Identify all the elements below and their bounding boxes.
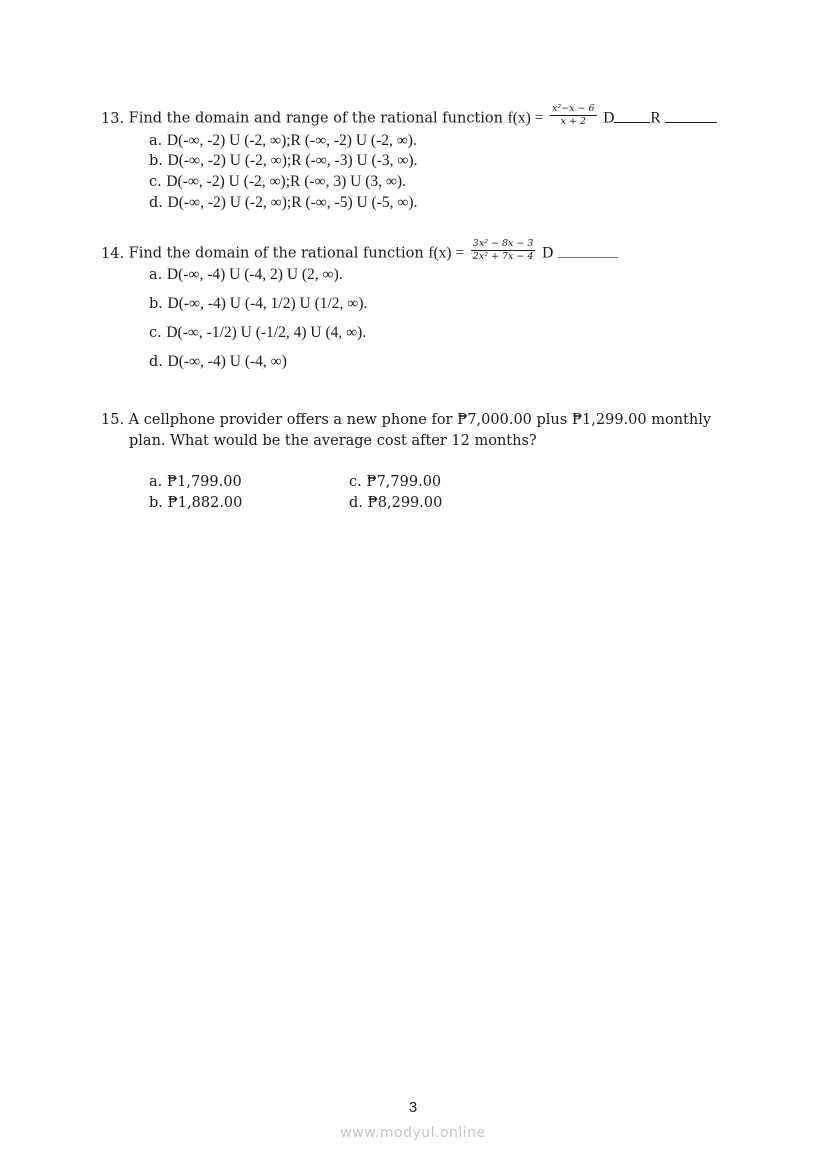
option-value: D(-∞, -1/2) U (-1/2, 4) U (4, ∞). bbox=[166, 324, 367, 341]
option-letter: a. bbox=[149, 133, 163, 149]
page-number: 3 bbox=[408, 1099, 418, 1116]
option-13b[interactable] bbox=[149, 151, 417, 171]
question-13 bbox=[101, 103, 717, 131]
option-value: ₱8,299.00 bbox=[367, 495, 443, 511]
denominator: x + 2 bbox=[550, 115, 597, 128]
option-letter: d. bbox=[149, 354, 163, 370]
question-text-line-1: A cellphone provider offers a new phone for ₱7,000.00 plus ₱1,299.00 monthly bbox=[128, 412, 712, 428]
option-14d[interactable] bbox=[149, 352, 287, 372]
range-label: R bbox=[650, 109, 661, 127]
question-text-line-2: plan. What would be the average cost after 12 months? bbox=[129, 433, 537, 449]
option-value: D(-∞, -4) U (-4, 1/2) U (1/2, ∞). bbox=[167, 295, 368, 312]
function-label: f(x) = bbox=[507, 109, 544, 127]
domain-answer-blank[interactable] bbox=[614, 108, 650, 123]
option-letter: c. bbox=[349, 474, 362, 490]
function-label: f(x) = bbox=[428, 244, 465, 262]
option-14a[interactable] bbox=[149, 265, 343, 285]
option-13a[interactable] bbox=[149, 131, 417, 151]
option-letter: a. bbox=[149, 267, 163, 283]
option-letter: a. bbox=[149, 474, 163, 490]
option-letter: d. bbox=[149, 195, 163, 211]
option-value: D(-∞, -2) U (-2, ∞);R (-∞, -5) U (-5, ∞). bbox=[167, 194, 418, 211]
option-letter: b. bbox=[149, 153, 163, 169]
question-14 bbox=[101, 238, 618, 266]
option-value: ₱1,799.00 bbox=[166, 474, 242, 490]
rational-expression bbox=[471, 238, 536, 263]
option-value: ₱1,882.00 bbox=[167, 495, 243, 511]
numerator: 3x² − 8x − 3 bbox=[472, 238, 534, 249]
watermark: www.modyul.online bbox=[340, 1125, 486, 1141]
denominator: 2x² + 7x − 4 bbox=[472, 251, 534, 262]
question-text: Find the domain of the rational function bbox=[128, 245, 429, 262]
option-14c[interactable] bbox=[149, 323, 366, 343]
option-15b[interactable] bbox=[149, 493, 242, 513]
option-value: D(-∞, -2) U (-2, ∞);R (-∞, 3) U (3, ∞). bbox=[166, 173, 406, 190]
domain-answer-blank[interactable] bbox=[558, 243, 618, 258]
question-number: 13. bbox=[101, 110, 125, 127]
option-13c[interactable] bbox=[149, 172, 406, 192]
option-value: D(-∞, -2) U (-2, ∞);R (-∞, -2) U (-2, ∞). bbox=[166, 132, 417, 149]
question-15-continuation bbox=[129, 431, 537, 451]
option-13d[interactable] bbox=[149, 193, 417, 213]
option-value: D(-∞, -4) U (-4, ∞) bbox=[167, 353, 287, 370]
option-letter: b. bbox=[149, 296, 163, 312]
option-value: ₱7,799.00 bbox=[366, 474, 442, 490]
domain-label: D bbox=[542, 244, 554, 262]
domain-label: D bbox=[603, 109, 615, 127]
question-number: 14. bbox=[101, 245, 125, 262]
rational-expression bbox=[550, 103, 597, 128]
option-value: D(-∞, -4) U (-4, 2) U (2, ∞). bbox=[166, 266, 343, 283]
numerator: x²−x − 6 bbox=[552, 103, 595, 114]
option-letter: c. bbox=[149, 174, 162, 190]
option-letter: d. bbox=[349, 495, 363, 511]
question-15 bbox=[101, 410, 711, 430]
option-15a[interactable] bbox=[149, 472, 242, 492]
option-14b[interactable] bbox=[149, 294, 367, 314]
option-letter: b. bbox=[149, 495, 163, 511]
option-value: D(-∞, -2) U (-2, ∞);R (-∞, -3) U (-3, ∞). bbox=[167, 152, 418, 169]
question-text: Find the domain and range of the rational function bbox=[128, 110, 508, 127]
option-15d[interactable] bbox=[349, 493, 442, 513]
question-number: 15. bbox=[101, 412, 125, 428]
range-answer-blank[interactable] bbox=[665, 108, 717, 123]
option-letter: c. bbox=[149, 325, 162, 341]
option-15c[interactable] bbox=[349, 472, 441, 492]
